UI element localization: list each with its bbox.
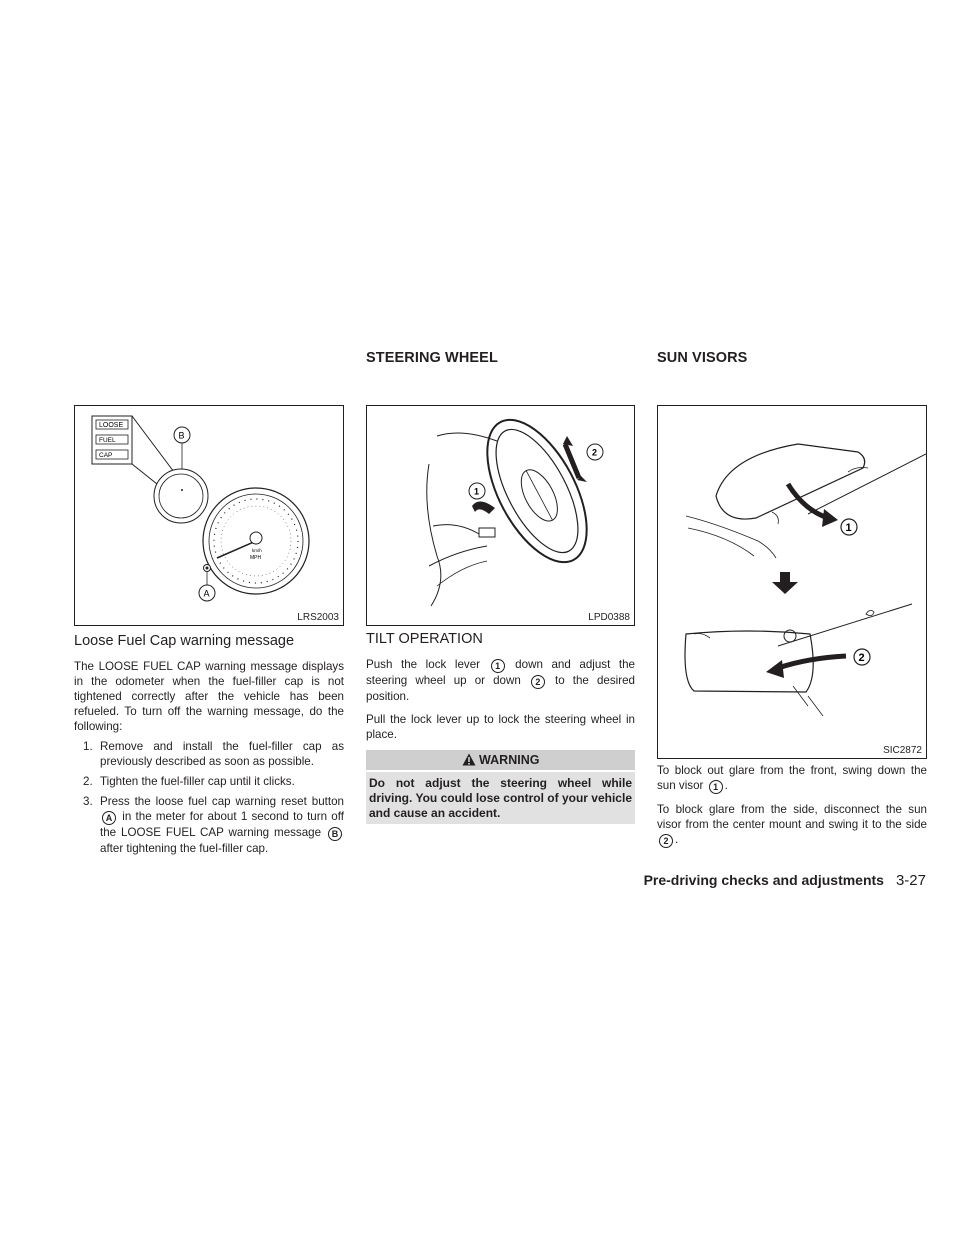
label-1: 1 bbox=[474, 486, 480, 497]
label-fuel: FUEL bbox=[99, 437, 116, 444]
list-item: 2. Tighten the fuel-filler cap until it clicks. bbox=[83, 775, 295, 788]
callout-b: B bbox=[328, 827, 342, 841]
paragraph: To block glare from the side, disconnect the sun visor from the center mount and swing it to the side 2 . bbox=[657, 803, 927, 846]
label-mph: MPH bbox=[250, 555, 262, 561]
meter-illustration bbox=[75, 406, 343, 625]
callout-2: 2 bbox=[531, 675, 545, 689]
page-number: 3-27 bbox=[895, 872, 926, 889]
steering-illustration bbox=[367, 406, 634, 625]
footer-title: Pre-driving checks and adjustments bbox=[643, 872, 884, 888]
warning-title: WARNING bbox=[479, 753, 540, 767]
figure-code: LRS2003 bbox=[297, 612, 339, 623]
figure-code: SIC2872 bbox=[883, 745, 922, 756]
paragraph: Pull the lock lever up to lock the steering wheel in place. bbox=[366, 713, 635, 741]
figure-code: LPD0388 bbox=[588, 612, 630, 623]
callout-1: 1 bbox=[709, 780, 723, 794]
label-2: 2 bbox=[858, 652, 865, 664]
paragraph: To block out glare from the front, swing down the sun visor 1 . bbox=[657, 764, 927, 792]
list-item: 3. Press the loose fuel cap warning reset button A in the meter for about 1 second to turn off the LOOSE FUEL CAP warning message B after tightening the fuel-filler cap. bbox=[83, 795, 344, 855]
warning-triangle-icon bbox=[462, 753, 476, 766]
label-cap: CAP bbox=[99, 452, 113, 459]
subheading: TILT OPERATION bbox=[366, 631, 483, 647]
paragraph: Push the lock lever 1 down and adjust the steering wheel up or down 2 to the desired position. bbox=[366, 658, 635, 703]
callout-2: 2 bbox=[659, 834, 673, 848]
page-footer bbox=[644, 872, 926, 889]
sun-visor-illustration bbox=[658, 406, 926, 758]
label-kmh: km/h bbox=[252, 548, 262, 553]
list-item: 1. Remove and install the fuel-filler cap as previously described as soon as possible. bbox=[83, 740, 344, 768]
section-heading: STEERING WHEEL bbox=[366, 350, 498, 366]
callout-a: A bbox=[102, 811, 116, 825]
sun-visor-figure bbox=[657, 405, 927, 759]
warning-text: Do not adjust the steering wheel while driving. You could lose control of your vehicle and cause an accident. bbox=[366, 772, 635, 824]
label-b: B bbox=[178, 430, 185, 441]
label-1: 1 bbox=[845, 522, 852, 534]
label-loose: LOOSE bbox=[99, 422, 124, 429]
subheading: Loose Fuel Cap warning message bbox=[74, 633, 295, 649]
fuel-cap-figure bbox=[74, 405, 344, 626]
label-a: A bbox=[203, 588, 210, 599]
warning-header bbox=[366, 750, 635, 770]
intro-paragraph: The LOOSE FUEL CAP warning message displays in the odometer when the fuel-filler cap is not tightened correctly after the vehicle has been refueled. To turn off the warning message, do the following: bbox=[74, 660, 344, 733]
steering-wheel-figure bbox=[366, 405, 635, 626]
callout-1: 1 bbox=[491, 659, 505, 673]
section-heading: SUN VISORS bbox=[657, 350, 748, 366]
label-2: 2 bbox=[592, 447, 598, 458]
